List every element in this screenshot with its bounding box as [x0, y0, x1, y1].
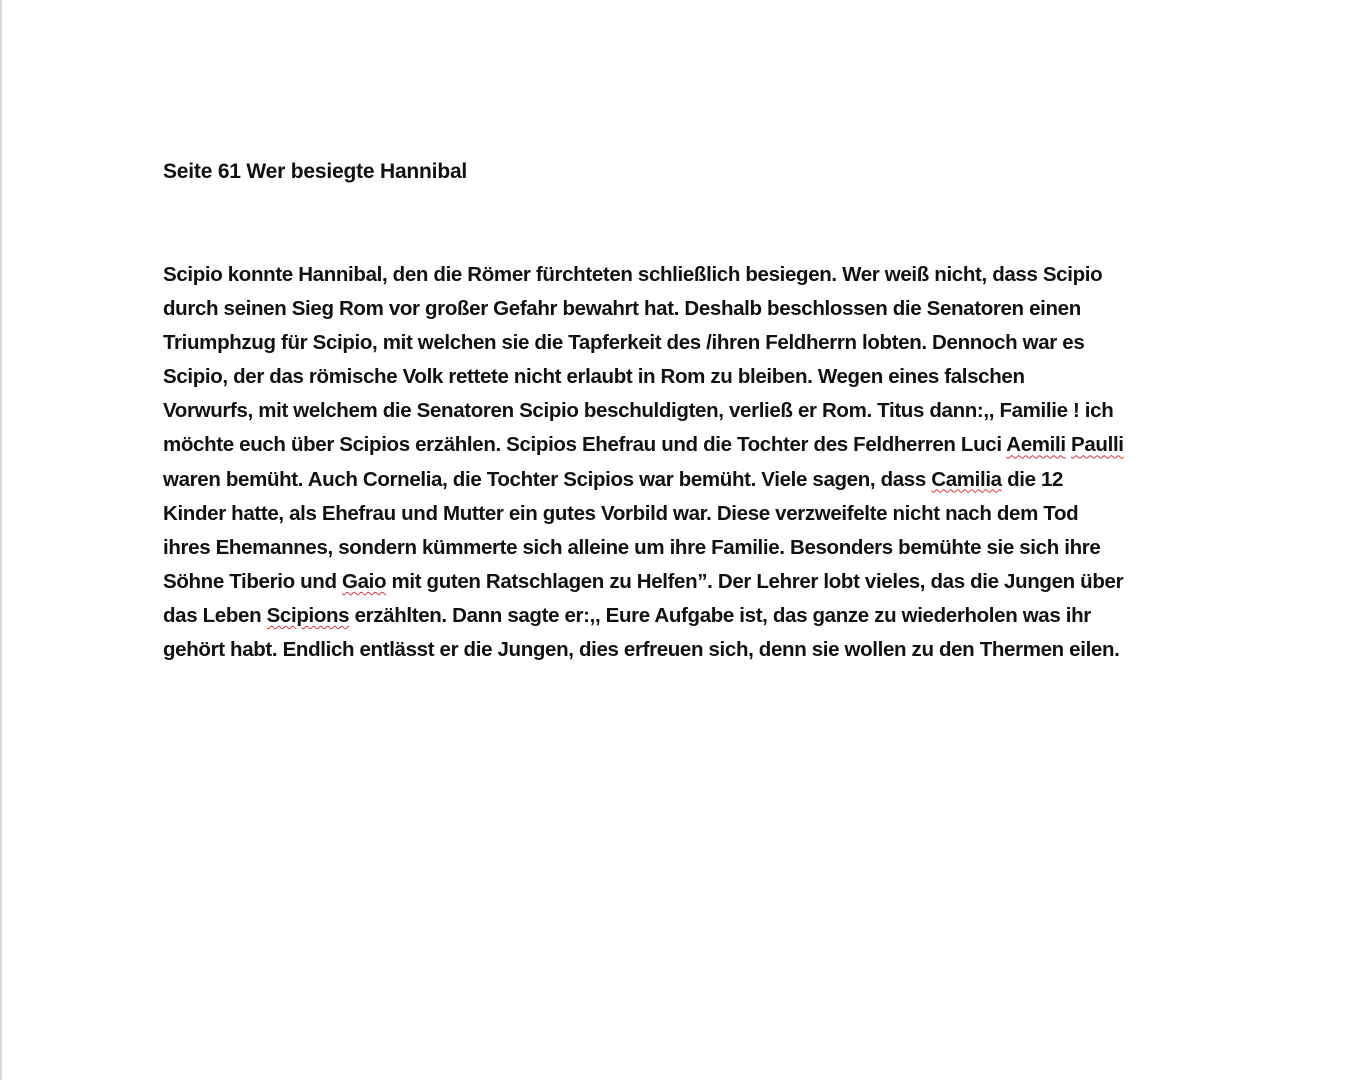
text-line — [163, 633, 1203, 667]
spellcheck-flagged-word: Paulli — [1071, 433, 1124, 457]
text-line — [163, 463, 1203, 497]
text-line — [163, 360, 1203, 394]
text-segment: durch seinen Sieg Rom vor großer Gefahr bewahrt hat. Deshalb beschlossen die Senatoren einen — [163, 297, 1081, 321]
text-line — [163, 394, 1203, 428]
spellcheck-flagged-word: Camilia — [931, 467, 1002, 491]
text-line — [163, 531, 1203, 565]
spellcheck-flagged-word: Gaio — [341, 569, 387, 593]
text-line — [163, 258, 1203, 292]
page-edge-divider — [0, 0, 2, 1080]
text-segment: möchte euch über Scipios erzählen. Scipios Ehefrau und die Tochter des Feldherren Luci — [163, 433, 1007, 457]
text-segment: ihres Ehemannes, sondern kümmerte sich alleine um ihre Familie. Besonders bemühte sie sich ihre — [163, 535, 1101, 559]
page-title: Seite 61 Wer besiegte Hannibal — [163, 160, 468, 183]
text-segment: erzählten. Dann sagte er:,, Eure Aufgabe ist, das ganze zu wiederholen was ihr — [349, 603, 1091, 627]
text-segment: das Leben — [163, 603, 267, 627]
text-line — [163, 326, 1203, 360]
text-segment: Vorwurfs, mit welchem die Senatoren Scipio beschuldigten, verließ er Rom. Titus dann:,, Familie ! ich — [163, 399, 1114, 423]
text-line — [163, 428, 1203, 462]
spellcheck-flagged-word: Scipions — [266, 603, 350, 627]
text-line — [163, 497, 1203, 531]
text-segment: waren bemüht. Auch Cornelia, die Tochter Scipios war bemüht. Viele sagen, dass — [163, 467, 932, 491]
text-segment: Scipio konnte Hannibal, den die Römer fürchteten schließlich besiegen. Wer weiß nicht, dass Scipio — [163, 263, 1103, 286]
body-paragraph — [163, 258, 1203, 667]
text-segment: Triumphzug für Scipio, mit welchen sie die Tapferkeit des /ihren Feldherrn lobten. Dennoch war es — [163, 331, 1085, 355]
text-segment: gehört habt. Endlich entlässt er die Jungen, dies erfreuen sich, denn sie wollen zu den Thermen eilen. — [163, 638, 1120, 662]
text-segment: die 12 — [1001, 467, 1064, 491]
text-line — [163, 599, 1203, 633]
text-line — [163, 292, 1203, 326]
text-segment: mit guten Ratschlagen zu Helfen”. Der Lehrer lobt vieles, das die Jungen über — [386, 569, 1124, 593]
spellcheck-flagged-word: Aemili — [1006, 433, 1066, 457]
text-line — [163, 565, 1203, 599]
text-segment: Scipio, der das römische Volk rettete nicht erlaubt in Rom zu bleiben. Wegen eines falschen — [163, 365, 1025, 389]
text-segment: Söhne Tiberio und — [163, 569, 342, 593]
text-segment: Kinder hatte, als Ehefrau und Mutter ein gutes Vorbild war. Diese verzweifelte nicht nach dem Tod — [163, 501, 1079, 525]
